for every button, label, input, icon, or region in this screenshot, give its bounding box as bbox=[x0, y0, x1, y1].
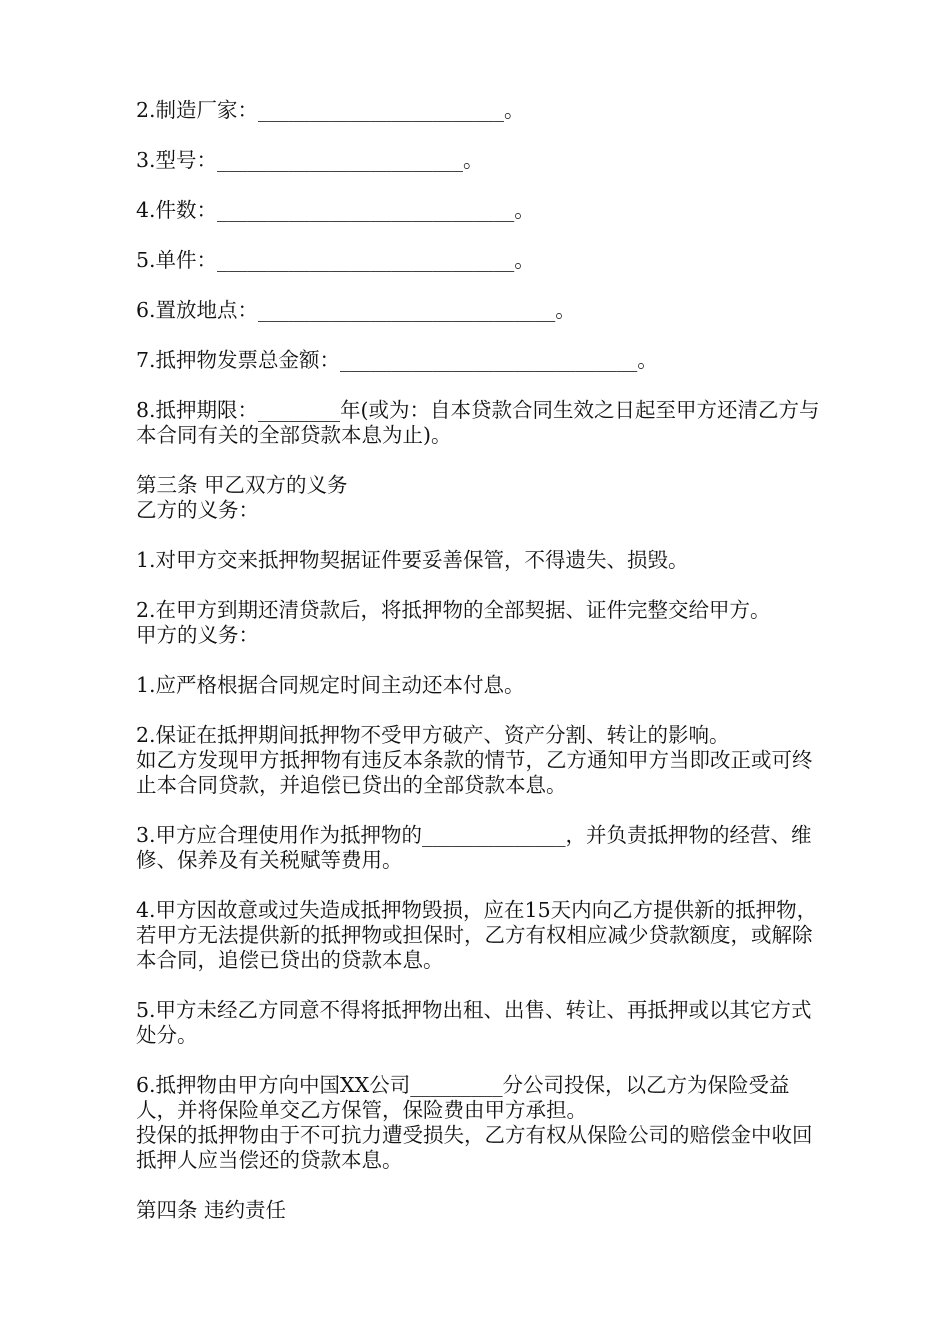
item-mortgage-term: 8.抵押期限：________年(或为：自本贷款合同生效之日起至甲方还清乙方与本合同有关的全部贷款本息为止)。 bbox=[136, 398, 820, 447]
party-a-obligations-heading: 甲方的义务： bbox=[136, 623, 259, 647]
item-manufacturer: 2.制造厂家：________________________。 bbox=[136, 98, 525, 122]
party-a-obligation-1: 1.应严格根据合同规定时间主动还本付息。 bbox=[136, 673, 525, 697]
party-b-obligation-2: 2.在甲方到期还清贷款后，将抵押物的全部契据、证件完整交给甲方。 bbox=[136, 598, 771, 622]
party-a-obligation-3: 3.甲方应合理使用作为抵押物的______________，并负责抵押物的经营、维修、保养及有关税赋等费用。 bbox=[136, 823, 812, 872]
item-unit: 5.单件：_____________________________。 bbox=[136, 248, 535, 272]
party-a-obligation-2: 2.保证在抵押期间抵押物不受甲方破产、资产分割、转让的影响。 bbox=[136, 723, 730, 747]
party-a-obligation-4: 4.甲方因故意或过失造成抵押物毁损，应在15天内向乙方提供新的抵押物，若甲方无法提供新的抵押物或担保时，乙方有权相应减少贷款额度，或解除本合同，追偿已贷出的贷款本息。 bbox=[136, 898, 818, 972]
party-b-obligation-1: 1.对甲方交来抵押物契据证件要妥善保管，不得遗失、损毁。 bbox=[136, 548, 689, 572]
section-heading-3: 第三条 甲乙双方的义务 bbox=[136, 473, 348, 497]
party-a-obligation-6-note: 投保的抵押物由于不可抗力遭受损失，乙方有权从保险公司的赔偿金中收回抵押人应当偿还的贷款本息。 bbox=[136, 1123, 813, 1172]
party-b-obligations-heading: 乙方的义务： bbox=[136, 498, 259, 522]
party-a-obligation-5: 5.甲方未经乙方同意不得将抵押物出租、出售、转让、再抵押或以其它方式处分。 bbox=[136, 998, 812, 1047]
document-page bbox=[136, 98, 826, 1223]
item-model: 3.型号：________________________。 bbox=[136, 148, 484, 172]
item-invoice-amount: 7.抵押物发票总金额：_____________________________。 bbox=[136, 348, 658, 372]
item-quantity: 4.件数：_____________________________。 bbox=[136, 198, 535, 222]
section-heading-4: 第四条 违约责任 bbox=[136, 1198, 287, 1222]
item-location: 6.置放地点：_____________________________。 bbox=[136, 298, 576, 322]
party-a-obligation-6: 6.抵押物由甲方向中国XX公司_________分公司投保，以乙方为保险受益人，并将保险单交乙方保管，保险费由甲方承担。 bbox=[136, 1073, 790, 1122]
party-a-obligation-2-note: 如乙方发现甲方抵押物有违反本条款的情节，乙方通知甲方当即改正或可终止本合同贷款，并追偿已贷出的全部贷款本息。 bbox=[136, 748, 813, 797]
